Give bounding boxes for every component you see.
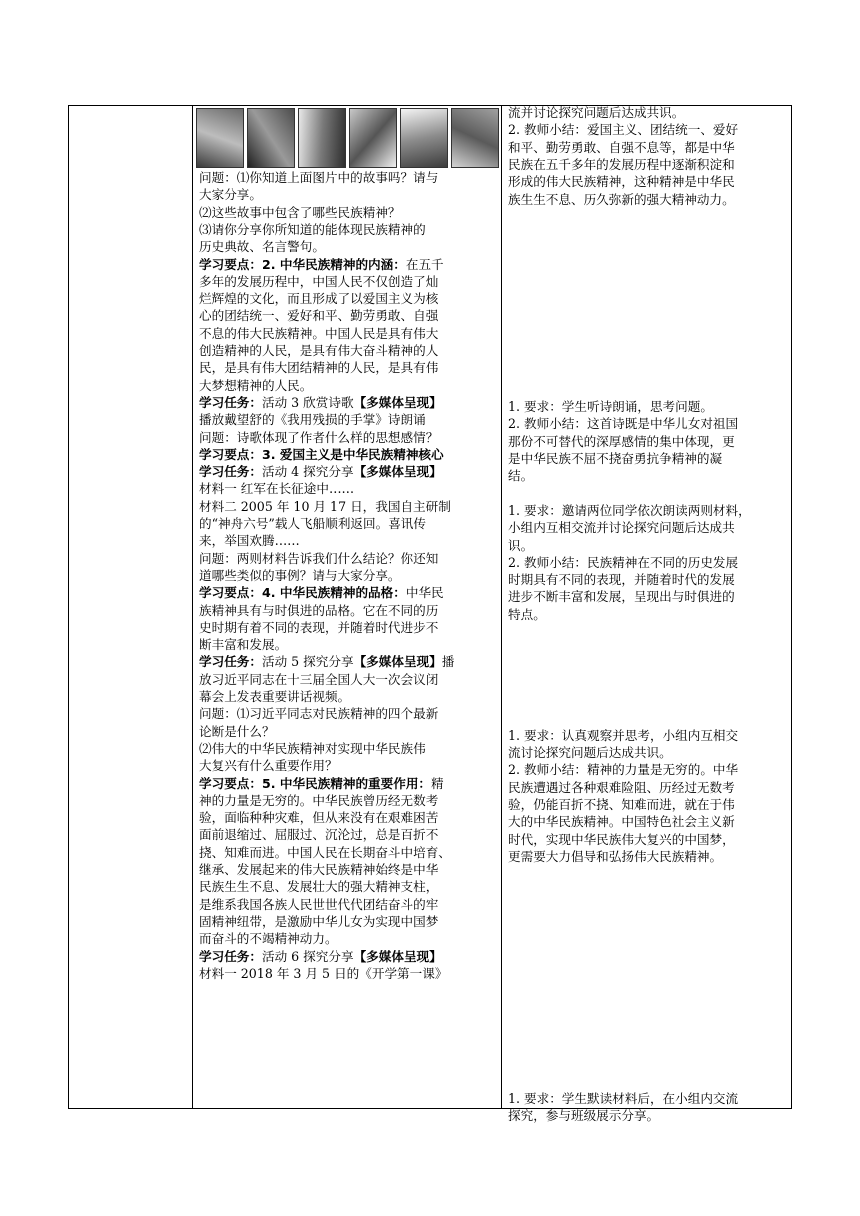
activity-text-line [199, 186, 501, 203]
bold-heading-text: 学习任务： [199, 464, 262, 480]
guidance-text-line: 那份不可替代的深厚感情的集中体现，更 [508, 433, 735, 449]
activity-text-line [199, 671, 501, 688]
body-text: 不息的伟大民族精神。中国人民是具有伟大 [199, 325, 439, 341]
guidance-text-line: 更需要大力倡导和弘扬伟大民族精神。 [508, 848, 723, 864]
story-image-3 [298, 108, 346, 168]
body-text: 材料二 2005 年 10 月 17 日，我国自主研制 [199, 498, 451, 514]
body-text: 精 [431, 775, 444, 791]
bold-heading-text: 【多媒体呈现】 [353, 948, 442, 964]
body-text: 来，举国欢腾…… [199, 533, 300, 549]
activity-text-line [199, 826, 501, 843]
lesson-table [68, 105, 792, 1124]
activity-text-line [199, 775, 501, 792]
body-text: 大复兴有什么重要作用？ [199, 758, 338, 774]
body-text: 问题：诗歌体现了作者什么样的思想感情？ [199, 429, 439, 445]
guidance-text-line: 2. 教师小结：这首诗既是中华儿女对祖国 [508, 416, 739, 432]
activity-text-line [199, 861, 501, 878]
guidance-text-line: 和平、勤劳勇敢、自强不息等，都是中华 [508, 139, 735, 155]
body-text: ⑵这些故事中包含了哪些民族精神？ [199, 204, 401, 220]
body-text: 继承、发展起来的伟大民族精神始终是中华 [199, 862, 439, 877]
activity-text-line [199, 567, 501, 584]
guidance-text-line: 民族在五千多年的发展历程中逐渐积淀和 [508, 156, 735, 172]
activity-text-line [199, 723, 501, 740]
activity-text-line [199, 965, 501, 982]
guidance-text-line: 2. 教师小结：民族精神在不同的历史发展 [508, 554, 739, 570]
guidance-text-line: 是中华民族不屈不挠奋勇抗争精神的凝 [508, 451, 723, 466]
body-text: ⑶请你分享你所知道的能体现民族精神的 [199, 221, 426, 237]
activity-text-line [199, 878, 501, 895]
bold-heading-text: 学习要点：3. 爱国主义是中华民族精神核心 [199, 446, 444, 462]
story-images-strip [194, 108, 500, 168]
guidance-text-line: 2. 教师小结：精神的力量是无穷的。中华 [508, 762, 739, 778]
activity-text-line [199, 532, 501, 549]
body-text: 而奋斗的不竭精神动力。 [199, 931, 338, 947]
guidance-text-line: 1. 要求：认真观察并思考，小组内互相交 [508, 727, 739, 743]
story-image-2 [247, 108, 295, 168]
teacher-guidance-column [502, 105, 791, 1124]
guidance-text-line: 时期具有不同的表现，并随着时代的发展 [508, 572, 735, 588]
activity-text-line [199, 204, 501, 221]
guidance-text-line: 流并讨论探究问题后达成共识。 [508, 105, 685, 120]
activity-text-line [199, 377, 501, 394]
body-text: ⑵伟大的中华民族精神对实现中华民族伟 [199, 740, 426, 756]
activity-text-line [199, 480, 501, 497]
activity-text-line [199, 359, 501, 376]
body-text: 活动 3 欣赏诗歌 [261, 394, 354, 410]
guidance-text-line: 民族遭遇过各种艰难险阻、历经过无数考 [508, 779, 735, 795]
body-text: 断丰富和发展。 [199, 637, 288, 653]
body-text: 史时期有着不同的表现，并随着时代进步不 [199, 619, 439, 635]
activity-text-line [199, 948, 501, 965]
bold-heading-text: 学习要点：5. 中华民族精神的重要作用： [199, 775, 432, 791]
guidance-text-line: 流讨论探究问题后达成共识。 [508, 745, 672, 761]
activity-text-line [199, 238, 501, 255]
body-text: 多年的发展历程中，中国人民不仅创造了灿 [199, 273, 439, 289]
story-image-5 [400, 108, 448, 168]
activity-text-line [199, 809, 501, 826]
activity-text-line [199, 515, 501, 532]
body-text: 固精神纽带，是激励中华儿女为实现中国梦 [199, 913, 439, 929]
body-text: 族精神具有与时俱进的品格。它在不同的历 [199, 602, 439, 618]
guidance-text-line: 1. 要求：学生听诗朗诵，思考问题。 [508, 399, 713, 415]
body-text: 活动 4 探究分享 [261, 464, 354, 480]
body-text: 烂辉煌的文化，而且形成了以爱国主义为核 [199, 291, 439, 307]
guidance-text-line: 结。 [508, 468, 534, 484]
activity-text-line [199, 705, 501, 722]
activity-text-line [199, 342, 501, 359]
activity-text-line [199, 325, 501, 342]
activity-text-line [199, 930, 501, 947]
body-text: 心的团结统一、爱好和平、勤劳勇敢、自强 [199, 308, 439, 324]
body-text: 幕会上发表重要讲话视频。 [199, 689, 351, 704]
activity-text-line [199, 498, 501, 515]
bold-heading-text: 学习要点：4. 中华民族精神的品格： [199, 585, 406, 601]
body-text: 问题：⑴习近平同志对民族精神的四个最新 [199, 706, 439, 722]
body-text: 活动 5 探究分享 [261, 654, 354, 670]
activity-text-line [199, 169, 501, 186]
guidance-text-line: 1. 要求：学生默读材料后，在小组内交流 [508, 1091, 739, 1107]
activity-text-line [199, 290, 501, 307]
activity-text-line [199, 757, 501, 774]
body-text: 验，面临种种灾难，但从来没有在艰难困苦 [199, 810, 439, 826]
guidance-text-line: 验，仍能百折不挠、知难而进，就在于伟 [508, 797, 735, 812]
activity-text-line [199, 584, 501, 601]
activity-text-line [199, 446, 501, 463]
activity-text-line [199, 307, 501, 324]
body-text: 挠、知难而进。中国人民在长期奋斗中培育、 [199, 844, 451, 860]
learning-activities-column [193, 106, 502, 1108]
body-text: 论断是什么？ [199, 723, 275, 739]
activity-text-line [199, 394, 501, 411]
bold-heading-text: 学习要点：2. 中华民族精神的内涵： [199, 256, 406, 272]
activity-text-line [199, 429, 501, 446]
bold-heading-text: 【多媒体呈现】 [353, 394, 442, 410]
body-text: 面前退缩过、屈服过、沉沦过，总是百折不 [199, 827, 439, 843]
body-text: 材料一 2018 年 3 月 5 日的《开学第一课》 [199, 965, 448, 981]
guidance-text-line: 进步不断丰富和发展，呈现出与时俱进的 [508, 589, 735, 605]
activity-text-line [199, 619, 501, 636]
body-text: 问题：⑴你知道上面图片中的故事吗？请与 [199, 170, 439, 185]
body-text: 历史典故、名言警句。 [199, 239, 325, 255]
body-text: 民，是具有伟大团结精神的人民，是具有伟 [199, 360, 439, 376]
body-text: 是维系我国各族人民世世代代团结奋斗的牢 [199, 896, 439, 912]
activity-text-line [199, 411, 501, 428]
activity-text-line [199, 636, 501, 653]
activity-text-line [199, 550, 501, 567]
activity-text-line [199, 896, 501, 913]
body-text: 的“神舟六号”载人飞船顺利返回。喜讯传 [199, 516, 426, 531]
body-text: 播放戴望舒的《我用残损的手掌》诗朗诵 [199, 412, 426, 428]
left-column [69, 106, 193, 1108]
guidance-text-line: 形成的伟大民族精神，这种精神是中华民 [508, 174, 735, 190]
activity-text-line [199, 256, 501, 273]
body-text: 活动 6 探究分享 [261, 948, 354, 964]
activity-text-line [199, 463, 501, 480]
guidance-text-line: 特点。 [508, 606, 546, 622]
bold-heading-text: 【多媒体呈现】 [353, 654, 442, 670]
bold-heading-text: 学习任务： [199, 654, 262, 670]
guidance-text-line: 识。 [508, 537, 534, 553]
body-text: 道哪些类似的事例？请与大家分享。 [199, 567, 401, 583]
guidance-text-line: 大的中华民族精神。中国特色社会主义新 [508, 814, 735, 830]
body-text: 创造精神的人民，是具有伟大奋斗精神的人 [199, 343, 439, 358]
bold-heading-text: 【多媒体呈现】 [353, 464, 442, 480]
bold-heading-text: 学习任务： [199, 394, 262, 410]
guidance-text-line: 时代，实现中华民族伟大复兴的中国梦， [508, 831, 735, 847]
body-text: 在五千 [405, 256, 444, 272]
body-text: 播 [441, 654, 455, 670]
body-text: 神的力量是无穷的。中华民族曾历经无数考 [199, 792, 439, 808]
guidance-text-line: 1. 要求：邀请两位同学依次朗读两则材料， [508, 502, 751, 518]
body-text: 大家分享。 [199, 187, 262, 203]
story-image-4 [349, 108, 397, 168]
activity-text-line [199, 844, 501, 861]
activity-text-line [199, 653, 501, 670]
activity-text-line [199, 913, 501, 930]
story-image-6 [451, 108, 499, 168]
body-text: 大梦想精神的人民。 [199, 377, 313, 393]
body-text: 问题：两则材料告诉我们什么结论？你还知 [199, 550, 439, 566]
activity-text-line [199, 688, 501, 705]
activity-text-line [199, 792, 501, 809]
body-text: 放习近平同志在十三届全国人大一次会议闭 [199, 671, 439, 687]
body-text: 材料一 红军在长征途中…… [199, 481, 355, 497]
activity-text-line [199, 602, 501, 619]
guidance-text-line: 探究，参与班级展示分享。 [508, 1108, 660, 1124]
activity-text-line [199, 740, 501, 757]
guidance-text-line: 2. 教师小结：爱国主义、团结统一、爱好 [508, 122, 739, 138]
guidance-text-line: 小组内互相交流并讨论探究问题后达成共 [508, 520, 735, 536]
body-text: 民族生生不息、发展壮大的强大精神支柱， [199, 879, 439, 895]
activity-text-line [199, 221, 501, 238]
guidance-text-line: 族生生不息、历久弥新的强大精神动力。 [508, 191, 735, 207]
story-image-1 [196, 108, 244, 168]
body-text: 中华民 [405, 585, 444, 601]
bold-heading-text: 学习任务： [199, 948, 262, 964]
activity-text-line [199, 273, 501, 290]
